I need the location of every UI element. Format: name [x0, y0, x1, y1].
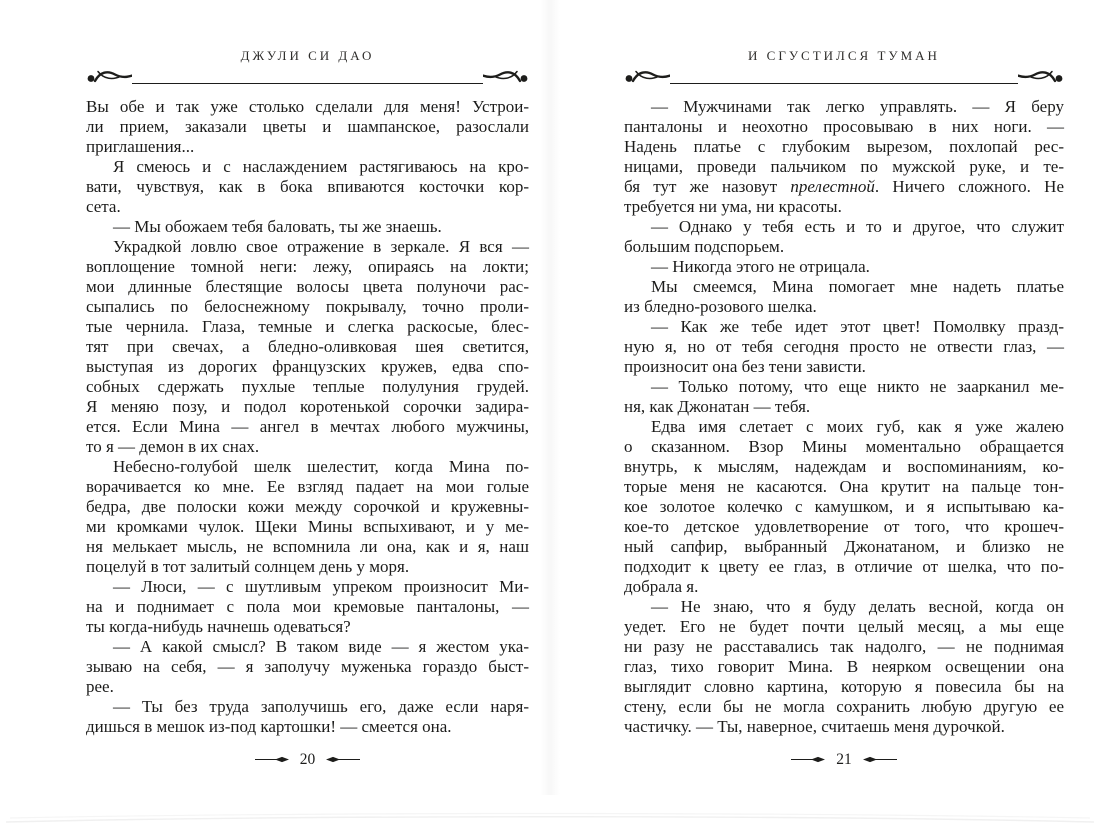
- text-line: большим подспорьем.: [624, 237, 785, 256]
- text-line: кое золотое колечко с камушком, и я испытываю ка-: [624, 497, 1064, 516]
- text-line: Украдкой ловлю свое отражение в зеркале. Я вся —: [113, 237, 529, 256]
- text-line: вати, чувствуя, как в бока впиваются косточки кор-: [86, 177, 529, 196]
- text-line: Небесно-голубой шелк шелестит, когда Мина по-: [113, 457, 529, 476]
- text-line: — Люси, — с шутливым упреком произносит Ми-: [113, 577, 529, 596]
- text-line: Надень платье с глубоким вырезом, похлопай рес-: [624, 137, 1064, 156]
- text-line: на и поднимает с пола мои кремовые панталоны, —: [86, 597, 529, 616]
- header-rule-line: [670, 75, 1018, 84]
- text-line: — Мы обожаем тебя баловать, ты же знаешь.: [113, 217, 442, 236]
- swash-flourish-right-icon: [1018, 67, 1064, 84]
- folio-arrow-left-icon: [791, 755, 827, 764]
- page-number: 20: [299, 750, 316, 768]
- text-line: панталоны и неохотно просовываю в них ноги. —: [624, 117, 1064, 136]
- header-rule: [624, 67, 1064, 84]
- text-line: — Однако у тебя есть и то и другое, что служит: [651, 217, 1064, 236]
- running-head-author: ДЖУЛИ СИ ДАО: [240, 48, 375, 63]
- text-line: поцелуй в тот залитый солнцем день у моря.: [86, 557, 410, 576]
- text-line: уедет. Его не будет почти целый месяц, а мы еще: [624, 617, 1064, 636]
- right-page-text: [624, 97, 1064, 737]
- text-line: ни разу не расставались так надолго, — не поднимая: [624, 637, 1064, 656]
- swash-flourish-left-icon: [624, 67, 670, 84]
- text-line: подходит к цвету ее глаз, в отличие от шелка, что по-: [624, 557, 1064, 576]
- spine-shadow: [540, 0, 560, 795]
- text-line: Я меняю позу, и подол коротенькой сорочки задира-: [86, 397, 529, 416]
- folio-arrow-left-icon: [255, 755, 291, 764]
- text-line: мои длинные блестящие волосы цвета полуночи рас-: [86, 277, 529, 296]
- text-line: воплощение томной неги: лежу, опираясь на локти;: [86, 257, 529, 276]
- text-line: ня, как Джонатан — тебя.: [624, 397, 811, 416]
- text-line: стену, если бы не могла сохранить любую другую ее: [624, 697, 1064, 716]
- text-line: Я смеюсь и с наслаждением растягиваюсь на кро-: [113, 157, 529, 176]
- text-line: сета.: [86, 197, 121, 216]
- text-line: произносит она без тени зависти.: [624, 357, 866, 376]
- right-page-folio: [624, 752, 1064, 768]
- text-line: ницами, проведи пальчиком по мужской руке, и те-: [624, 157, 1064, 176]
- text-line: ня мелькает мысль, не вспомнила ли она, как и я, наш: [86, 537, 529, 556]
- right-page: [624, 0, 1064, 825]
- text-line: зываю на себя, — я заполучу муженька гораздо быст-: [86, 657, 529, 676]
- running-head-title: И СГУСТИЛСЯ ТУМАН: [748, 48, 940, 63]
- text-line: рее.: [86, 677, 114, 696]
- text-line: — Как же тебе идет этот цвет! Помолвку празд-: [651, 317, 1064, 336]
- text-line: внутрь, к мыслям, надеждам и воспоминаниям, ко-: [624, 457, 1064, 476]
- text-line: глаз, тихо говорит Мина. В неярком освещении она: [624, 657, 1064, 676]
- text-line: ми кромками чулок. Щеки Мины вспыхивают, и у ме-: [86, 517, 529, 536]
- text-line: выступая из дорогих французских кружев, едва спо-: [86, 357, 529, 376]
- text-line: бедра, две полоски кожи между сорочкой и кружевны-: [86, 497, 529, 516]
- text-line: — Ты без труда заполучишь его, даже если наря-: [113, 697, 529, 716]
- text-line: Вы обе и так уже столько сделали для меня! Устрои-: [86, 97, 529, 116]
- text-line: приглашения...: [86, 137, 195, 156]
- text-line: сыпались по белоснежному покрывалу, точно проли-: [86, 297, 529, 316]
- text-line: собных сдержать пухлые теплые полулуния грудей.: [86, 377, 529, 396]
- text-line: — Никогда этого не отрицала.: [651, 257, 870, 276]
- text-line: ли прием, заказали цветы и шампанское, разослали: [86, 117, 529, 136]
- text-line: ную я, но от тебя сегодня просто не отвести глаз, —: [624, 337, 1064, 356]
- text-line: тят при свечах, а бледно-оливковая шея светится,: [86, 337, 529, 356]
- text-line: торые меня не касаются. Она крутит на пальце тон-: [624, 477, 1064, 496]
- text-line: Мы смеемся, Мина помогает мне надеть платье: [651, 277, 1064, 296]
- text-line: — Не знаю, что я буду делать весной, когда он: [651, 597, 1064, 616]
- left-page: [86, 0, 529, 825]
- text-line: Едва имя слетает с моих губ, как я уже жалею: [651, 417, 1064, 436]
- folio-arrow-right-icon: [861, 755, 897, 764]
- left-page-text: [86, 97, 529, 737]
- text-line: ный сапфир, выбранный Джонатаном, и близко не: [624, 537, 1064, 556]
- text-line: дишься в мешок из-под картошки! — смеется она.: [86, 717, 452, 736]
- page-number: 21: [836, 750, 852, 768]
- text-line: бя тут же назовут прелестной. Ничего сложного. Не: [624, 177, 1064, 196]
- text-line: ется. Если Мина — ангел в мечтах любого мужчины,: [86, 417, 529, 436]
- swash-flourish-right-icon: [483, 67, 529, 84]
- text-line: ворачивается ко мне. Ее взгляд падает на мои голые: [86, 477, 529, 496]
- text-line: — Мужчинами так легко управлять. — Я беру: [651, 97, 1064, 116]
- left-page-folio: [86, 752, 529, 768]
- text-line: добрала я.: [624, 577, 699, 596]
- header-rule-line: [132, 75, 483, 84]
- text-line: выглядит словно картина, которую я повесила бы на: [624, 677, 1064, 696]
- text-line: ты когда-нибудь начнешь одеваться?: [86, 617, 351, 636]
- text-line: — А какой смысл? В таком виде — я жестом ука-: [113, 637, 529, 656]
- header-rule: [86, 67, 529, 84]
- folio-arrow-right-icon: [324, 755, 360, 764]
- text-line: — Только потому, что еще никто не заарканил ме-: [651, 377, 1064, 396]
- text-line: из бледно-розового шелка.: [624, 297, 817, 316]
- swash-flourish-left-icon: [86, 67, 132, 84]
- text-line: тые чернила. Глаза, темные и слегка раскосые, блес-: [86, 317, 529, 336]
- text-line: требуется ни ума, ни красоты.: [624, 197, 842, 216]
- text-line: о сказанном. Взор Мины моментально обращается: [624, 437, 1064, 456]
- text-line: кое-то детское удовлетворение от того, что крошеч-: [624, 517, 1064, 536]
- text-line: частичку. — Ты, наверное, считаешь меня дурочкой.: [624, 717, 1005, 736]
- text-line: то я — демон в их снах.: [86, 437, 260, 456]
